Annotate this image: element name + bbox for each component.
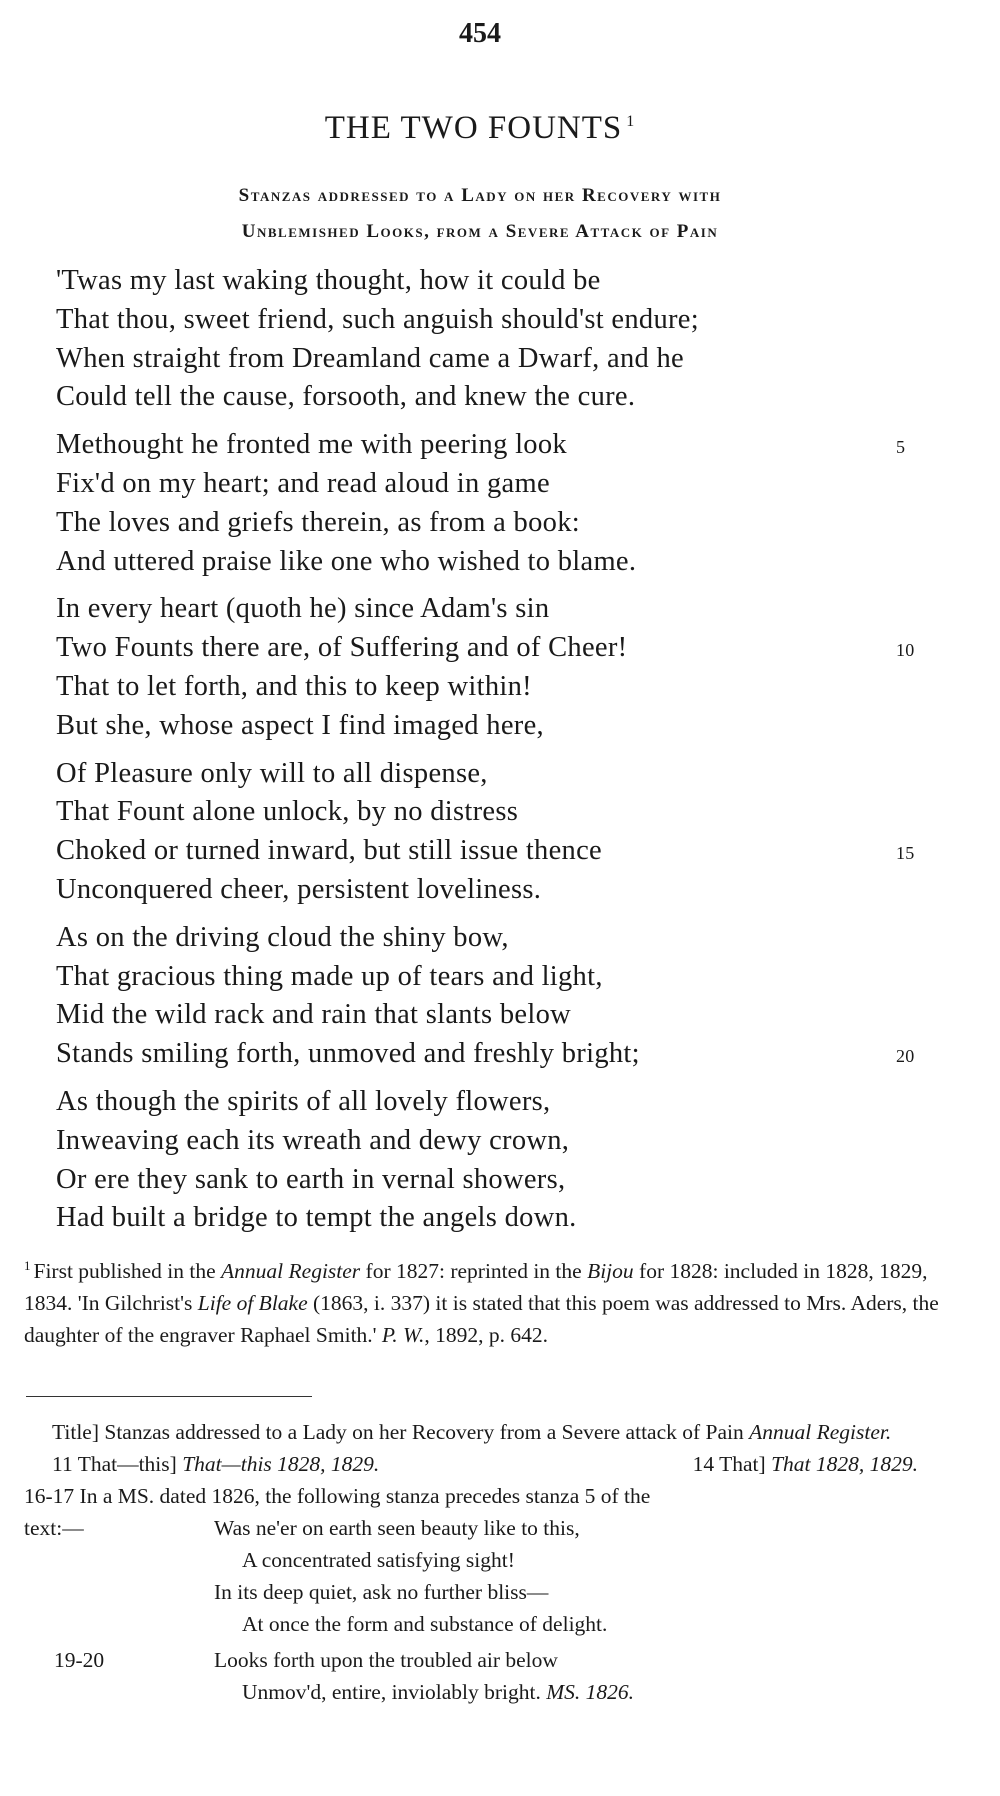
poem-line [56, 629, 946, 668]
line-number: 20 [896, 1046, 915, 1067]
poem-body [56, 262, 946, 1247]
variant-reading: That—this 1828, 1829. [182, 1452, 380, 1476]
poem-line-text: In every heart (quoth he) since Adam's sin [56, 593, 550, 625]
poem-line-text: Two Founts there are, of Suffering and of Cheer! [56, 632, 628, 664]
poem-line [56, 1161, 946, 1200]
poem-line-text: Could tell the cause, forsooth, and knew the cure. [56, 381, 636, 413]
poem-line [56, 378, 946, 417]
subtitle-line: Stanzas addressed to a Lady on her Recovery with [238, 185, 722, 206]
variant-label: 11 That—this] [52, 1452, 177, 1476]
poem-line-text: As though the spirits of all lovely flowers, [56, 1085, 551, 1117]
line-number: 10 [896, 640, 915, 661]
stanza [56, 919, 946, 1074]
poem-line-text: Of Pleasure only will to all dispense, [56, 757, 488, 789]
poem-line [56, 919, 946, 958]
poem-line-text: Or ere they sank to earth in vernal showers, [56, 1163, 566, 1195]
poem-line-text: Choked or turned inward, but still issue thence [56, 835, 602, 867]
note-source: Annual Register. [749, 1420, 892, 1444]
ms-text-label: text:— [24, 1516, 84, 1540]
line-number: 15 [896, 843, 915, 864]
title-footnote-mark: 1 [626, 113, 636, 130]
ms-line-text: Unmov'd, entire, inviolably bright. [242, 1680, 541, 1704]
ms-line: Looks forth upon the troubled air below [214, 1648, 558, 1672]
poem-line-text: That thou, sweet friend, such anguish should'st endure; [56, 303, 699, 335]
poem-line [56, 543, 946, 582]
poem-line-text: The loves and griefs therein, as from a book: [56, 506, 580, 538]
poem-line [56, 707, 946, 746]
poem-line [56, 958, 946, 997]
variant-source: MS. 1826. [546, 1680, 635, 1704]
poem-line [56, 1035, 946, 1074]
poem-line [56, 1199, 946, 1238]
variant-label: 14 That] [692, 1452, 766, 1476]
poem-line-text: That Fount alone unlock, by no distress [56, 796, 519, 828]
poem-line [56, 1083, 946, 1122]
stanza [56, 590, 946, 745]
poem-line-text: Mid the wild rack and rain that slants below [56, 999, 571, 1031]
ms-stanza-block [24, 1512, 946, 1640]
footnote [24, 1250, 946, 1351]
poem-subtitle [40, 178, 920, 250]
poem-line-text: Inweaving each its wreath and dewy crown, [56, 1124, 570, 1156]
poem-line [56, 465, 946, 504]
variant-row [24, 1448, 946, 1480]
poem-line-text: That to let forth, and this to keep within! [56, 670, 532, 702]
footnote-text: for 1827: reprinted in the [360, 1259, 588, 1283]
line-number: 5 [896, 437, 906, 458]
subtitle-line: Unblemished Looks, from a Severe Attack of Pain [241, 221, 719, 242]
variant-19-20-block [24, 1644, 946, 1708]
textual-notes [24, 1416, 946, 1708]
note-text: Title] Stanzas addressed to a Lady on her Recovery from a Severe attack of Pain [52, 1420, 750, 1444]
poem-line-text: That gracious thing made up of tears and light, [56, 960, 603, 992]
poem-line [56, 996, 946, 1035]
poem-line-text: 'Twas my last waking thought, how it could be [56, 265, 601, 296]
poem-line-text: When straight from Dreamland came a Dwarf, and he [56, 342, 684, 374]
footnote-mark: 1 [24, 1258, 31, 1273]
footnote-italic: Annual Register [221, 1259, 361, 1283]
footnote-italic: P. W. [381, 1323, 425, 1347]
ms-line [214, 1676, 634, 1708]
poem-line-text: Unconquered cheer, persistent loveliness. [56, 873, 542, 905]
poem-line-text: But she, whose aspect I find imaged here, [56, 709, 544, 741]
poem-line [56, 668, 946, 707]
ms-intro: 16-17 In a MS. dated 1826, the following stanza precedes stanza 5 of the [24, 1484, 651, 1508]
variant-label: 19-20 [54, 1648, 105, 1672]
poem-line [56, 301, 946, 340]
poem-line [56, 793, 946, 832]
variant-14 [693, 1448, 946, 1480]
poem-line-text: Stands smiling forth, unmoved and freshly bright; [56, 1038, 640, 1070]
poem-line-text: Fix'd on my heart; and read aloud in game [56, 467, 550, 499]
variant-11 [52, 1448, 379, 1480]
footnote-italic: Life of Blake [197, 1291, 308, 1315]
variant-19-20-lines [214, 1644, 634, 1708]
page-number: 454 [459, 18, 501, 49]
footnote-text: (1863, i. 337) it is stated that this poem was addressed to Mrs. Aders, the daughter of the engraver Raphael Smith.' [24, 1291, 939, 1347]
title-variant-note [24, 1416, 946, 1448]
variant-reading: That 1828, 1829. [771, 1452, 918, 1476]
stanza [56, 1083, 946, 1238]
poem-line [56, 426, 946, 465]
ms-line: A concentrated satisfying sight! [242, 1548, 515, 1572]
poem-line [56, 340, 946, 379]
poem-line [56, 1122, 946, 1161]
footnote-text: First published in the [33, 1259, 222, 1283]
poem-line-text: As on the driving cloud the shiny bow, [56, 921, 509, 953]
poem-line-text: Had built a bridge to tempt the angels down. [56, 1202, 577, 1234]
ms-stanza [214, 1512, 607, 1640]
footnote-divider [26, 1396, 312, 1397]
stanza [56, 426, 946, 581]
poem-line-text: And uttered praise like one who wished to blame. [56, 545, 637, 577]
poem-line [56, 755, 946, 794]
poem-line [56, 832, 946, 871]
stanza [56, 755, 946, 910]
ms-line: Was ne'er on earth seen beauty like to this, [214, 1516, 580, 1540]
footnote-text: for 1828: included in 1828, 1829, 1834. 'In Gilchrist's [24, 1259, 928, 1315]
stanza [56, 262, 946, 417]
poem-line [56, 871, 946, 910]
footnote-italic: Bijou [587, 1259, 634, 1283]
ms-line: At once the form and substance of delight. [242, 1612, 608, 1636]
poem-line [56, 262, 946, 301]
poem-title-text: THE TWO FOUNTS [324, 110, 623, 146]
poem-line [56, 504, 946, 543]
poem-line [56, 590, 946, 629]
poem-line-text: Methought he fronted me with peering look [56, 429, 567, 461]
poem-title [0, 110, 960, 147]
ms-line: In its deep quiet, ask no further bliss— [214, 1580, 549, 1604]
footnote-text: , 1892, p. 642. [424, 1323, 548, 1347]
